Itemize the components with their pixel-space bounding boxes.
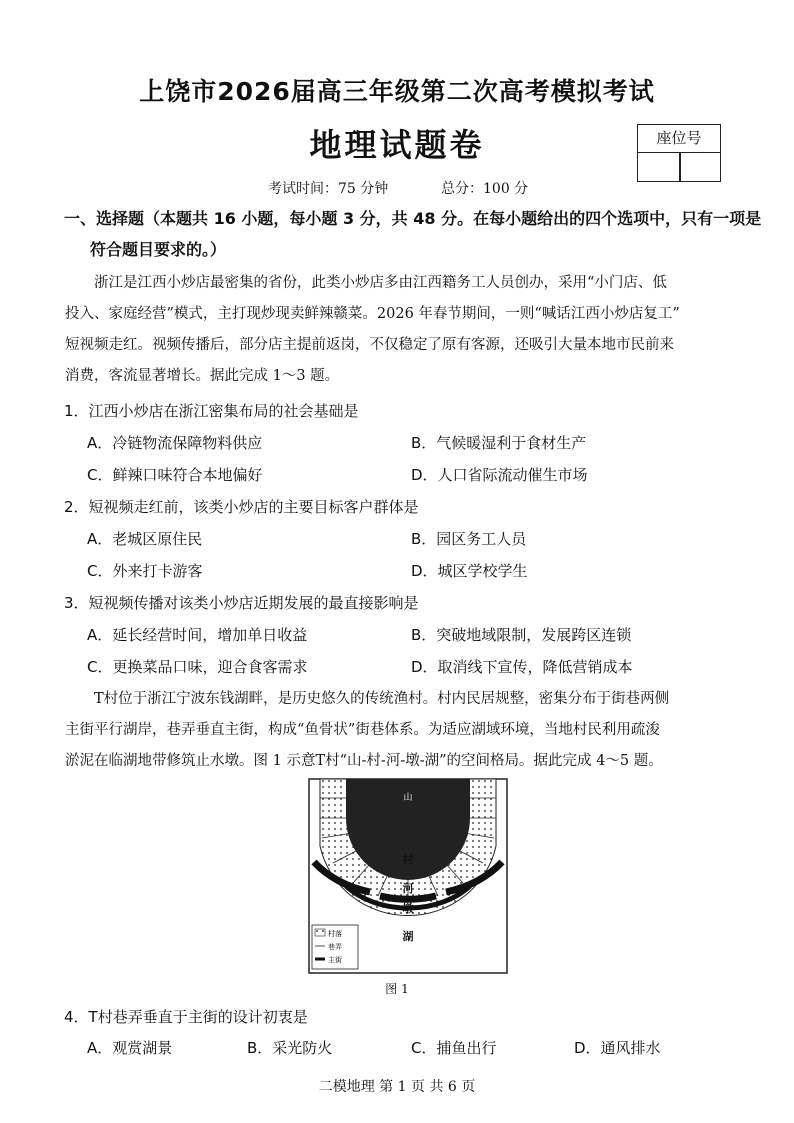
question-2-option-b: B．园区务工人员: [411, 530, 527, 548]
page-footer: 二模地理 第 1 页 共 6 页: [318, 1079, 476, 1095]
question-1-option-c: C．鲜辣口味符合本地偏好: [87, 466, 263, 484]
question-3-stem: 3．短视频传播对该类小炒店近期发展的最直接影响是: [64, 594, 419, 612]
dun-label: 墩: [402, 902, 414, 915]
river-label: 河: [402, 882, 414, 895]
question-1-option-d: D．人口省际流动催生市场: [411, 466, 588, 484]
village-label: 村: [402, 853, 414, 866]
seat-number-box: [637, 124, 721, 182]
lake-label: 湖: [402, 930, 414, 943]
legend-main-street: 主街: [328, 956, 342, 964]
exam-title: 上饶市2026届高三年级第二次高考模拟考试: [139, 77, 655, 106]
passage-1-line: 浙江是江西小炒店最密集的省份，此类小炒店多由江西籍务工人员创办，采用“小门店、低: [94, 275, 667, 291]
question-3-option-c: C．更换菜品口味，迎合食客需求: [87, 658, 308, 676]
question-1-stem: 1．江西小炒店在浙江密集布局的社会基础是: [64, 402, 359, 420]
section-heading-line2: 符合题目要求的。）: [90, 240, 227, 259]
question-3-option-a: A．延长经营时间，增加单日收益: [87, 626, 308, 644]
question-2-stem: 2．短视频走红前，该类小炒店的主要目标客户群体是: [64, 498, 419, 516]
total-score: 总分：100 分: [441, 181, 529, 197]
question-2-option-a: A．老城区原住民: [87, 530, 203, 548]
question-4-option-c: C．捕鱼出行: [411, 1039, 497, 1057]
seat-box-divider: [679, 152, 681, 181]
question-2-option-c: C．外来打卡游客: [87, 562, 203, 580]
question-3-option-d: D．取消线下宣传，降低营销成本: [411, 658, 633, 676]
question-3-option-b: B．突破地域限制，发展跨区连锁: [411, 626, 632, 644]
question-1-option-b: B．气候暖湿利于食材生产: [411, 434, 587, 452]
passage-2-line: T村位于浙江宁波东钱湖畔，是历史悠久的传统渔村。村内民居规整，密集分布于街巷两侧: [94, 691, 670, 707]
river-segment: [380, 896, 436, 899]
passage-2: [65, 684, 737, 777]
figure-legend: [312, 925, 358, 969]
legend-lane: 巷弄: [328, 943, 342, 951]
passage-1: [65, 268, 737, 392]
passage-1-line: 投入、家庭经营”模式，主打现炒现卖鲜辣赣菜。2026 年春节期间，一则“喊话江西小炒店复工”: [65, 306, 680, 322]
figure-1-caption: 图 1: [385, 982, 409, 996]
passage-2-line: 主街平行湖岸，巷弄垂直主街，构成“鱼骨状”街巷体系。为适应湖域环境，当地村民利用疏浚: [65, 722, 660, 738]
exam-time: 考试时间：75 分钟: [268, 181, 389, 197]
subject-title: 地理试题卷: [309, 126, 485, 164]
question-4-option-d: D．通风排水: [574, 1039, 661, 1057]
question-4-option-a: A．观赏湖景: [87, 1039, 173, 1057]
question-4-stem: 4．T村巷弄垂直于主街的设计初衷是: [64, 1008, 308, 1026]
question-2-option-d: D．城区学校学生: [411, 562, 528, 580]
question-4-option-b: B．采光防火: [247, 1039, 333, 1057]
mountain-label: 山: [403, 793, 413, 803]
passage-1-line: 消费，客流显著增长。据此完成 1～3 题。: [65, 368, 340, 384]
legend-village: 村落: [328, 930, 342, 938]
section-heading-line1: 一、选择题（本题共 16 小题，每小题 3 分，共 48 分。在每小题给出的四个选项中，只有一项是: [64, 209, 762, 228]
figure-1-village-layout: [308, 778, 508, 974]
passage-2-line: 淤泥在临湖地带修筑止水墩。图 1 示意T村“山-村-河-墩-湖”的空间格局。据此完成 4～5 题。: [65, 753, 663, 769]
seat-number-label: 座位号: [638, 125, 720, 153]
passage-1-line: 短视频走红。视频传播后，部分店主提前返岗，不仅稳定了原有客源，还吸引大量本地市民前来: [65, 337, 674, 353]
question-1-option-a: A．冷链物流保障物料供应: [87, 434, 263, 452]
